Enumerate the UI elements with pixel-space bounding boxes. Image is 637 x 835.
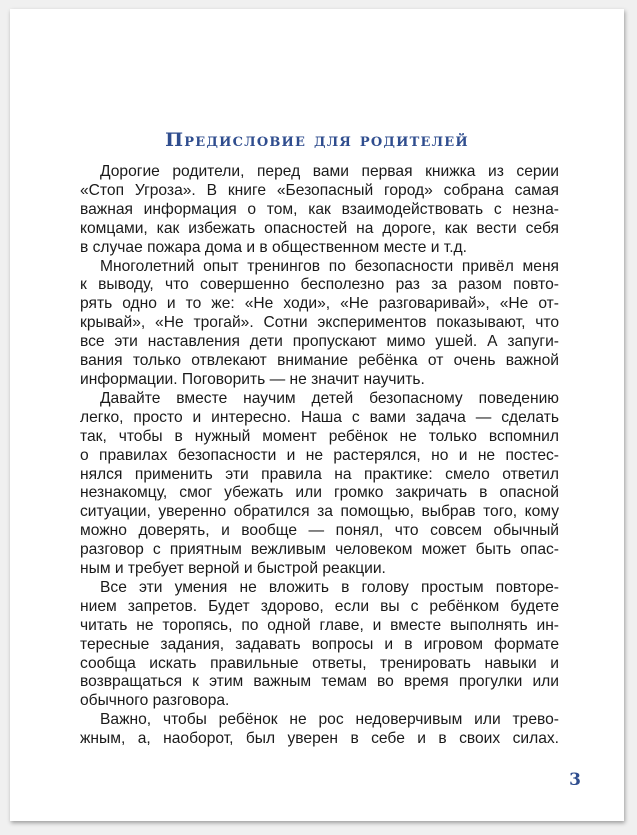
paragraph [80,258,559,390]
text-line: обычного разговора. [80,692,230,710]
text-line: легко, просто и интересно. Наша с вами задача — сделать [80,408,559,426]
text-line: крывай», «Не трогай». Сотни экспериментов показывают, что [80,314,559,332]
text-line: ситуации, уверенно обратился за помощью, выбрав того, кому [80,503,559,521]
text-line: Важно, чтобы ребёнок не рос недоверчивым или трево- [100,711,559,729]
paragraph [80,390,559,579]
page-title: Предисловие для родителей [165,129,469,151]
book-page [10,9,624,821]
text-line: важная информация о том, как взаимодействовать с незна- [80,200,559,218]
text-line: незнакомцу, смог убежать или громко закричать в опасной [80,484,559,502]
text-line: сообща искать правильные ответы, тренировать навыки и [80,654,559,672]
text-line: рять одно и то же: «Не ходи», «Не разговаривай», «Не от- [80,295,559,313]
text-line: Дорогие родители, перед вами первая книжка из серии [100,163,559,180]
text-line: о правилах безопасности и не растерялся, но и не постес- [80,446,559,464]
paragraph [80,579,559,711]
text-line: можно доверять, и вообще — понял, что совсем обычный [80,522,559,540]
text-line: жным, а, наоборот, был уверен в себе и в своих силах. [80,730,559,748]
paragraph [80,163,559,258]
text-line: в случае пожара дома и в общественном месте и т.д. [80,238,467,256]
text-line: читать не торопясь, по одной главе, и вместе выполнять ин- [80,616,559,634]
text-line: нялся применить эти правила на практике: смело ответил [80,465,559,483]
text-line: так, чтобы в нужный момент ребёнок не только вспомнил [80,427,559,445]
text-line: тересные задания, задавать вопросы и в игровом формате [80,635,559,653]
page-number: 3 [569,770,581,790]
text-line: нием запретов. Будет здорово, если вы с ребёнком будете [80,597,559,615]
text-line: «Стоп Угроза». В книге «Безопасный город» собрана самая [80,181,559,199]
text-line: комцами, как избежать опасностей на дороге, как вести себя [80,219,559,237]
paragraph [80,711,559,749]
text-line: Многолетний опыт тренингов по безопасности привёл меня [100,257,559,275]
text-line: к выводу, что совершенно бесполезно раз за разом повто- [80,276,559,294]
text-line: возвращаться к этим важным темам во время прогулки или [80,673,559,691]
text-line: разговор с приятным вежливым человеком может быть опас- [80,541,559,559]
text-line: вания только отвлекают внимание ребёнка от очень важной [80,352,559,370]
text-line: все эти наставления дети пропускают мимо ушей. А запуги- [80,333,559,351]
text-line: Давайте вместе научим детей безопасному поведению [100,389,559,407]
text-line: информации. Поговорить — не значит научить. [80,370,425,388]
text-line: Все эти умения не вложить в голову простым повторе- [100,578,559,596]
text-line: ным и требует верной и быстрой реакции. [80,560,386,578]
body-text [80,163,559,749]
